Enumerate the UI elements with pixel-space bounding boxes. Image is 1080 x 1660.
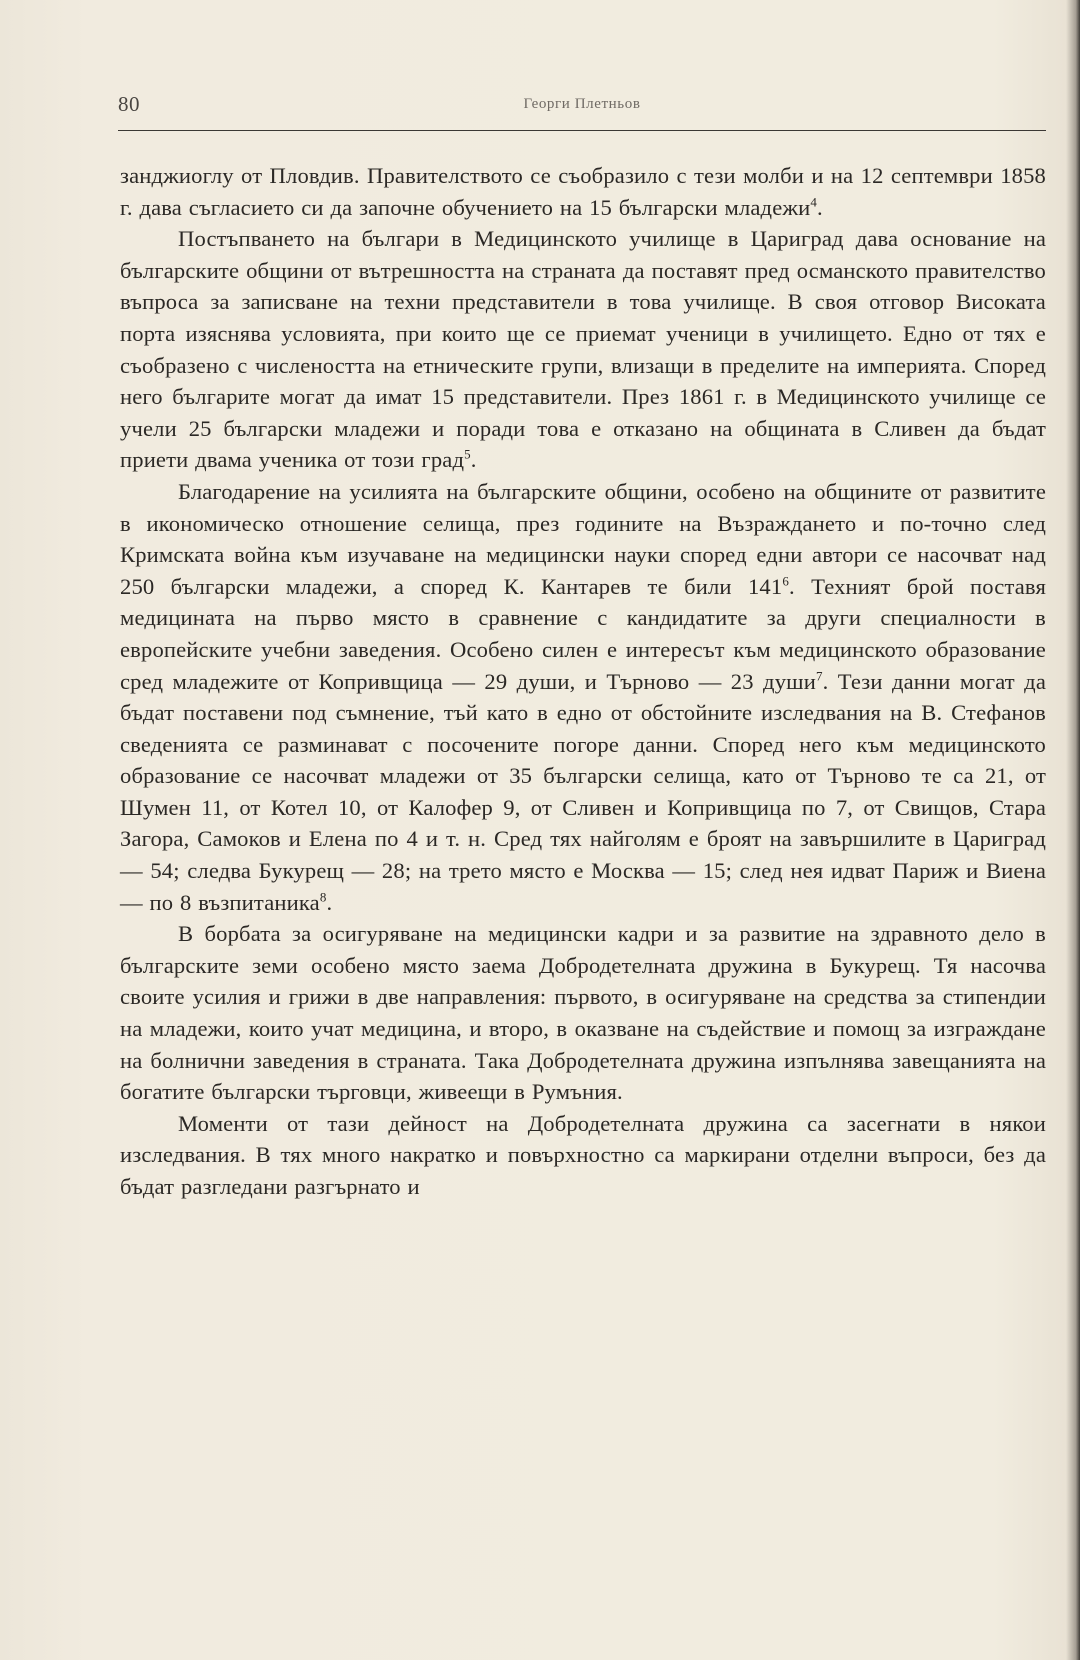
paragraph (120, 476, 1046, 918)
paragraph-text: Благодарение на усилията на българските общини, особено на общините от развитите в икономическо отношение селища, през годините на Възраждането и по-точно след Кримската война към изучаване на медицински науки според едни автори се насочват над 250 български младежи, а според К. Кантарев те били 141 (120, 478, 1046, 599)
paragraph-text: . Тези данни могат да бъдат поставени под съмнение, тъй като в едно от обстойните изследвания на В. Стефанов сведенията се разминават с посочените погоре данни. Според него към медицинското образование се насочват младежи от 35 български селища, като от Търново те са 21, от Шумен 11, от Котел 10, от Калофер 9, от Сливен и Копривщица по 7, от Свищов, Стара Загора, Самоков и Елена по 4 и т. н. Сред тях найголям е броят на завършилите в Цариград — 54; следва Букурещ — 28; на трето място е Москва — 15; след нея идват Париж и Виена — по 8 възпитаника (120, 668, 1046, 915)
footnote-marker: 4 (810, 194, 818, 210)
paragraph-text: В борбата за осигуряване на медицински кадри и за развитие на здравното дело в българските земи особено място заема Добродетелната дружина в Букурещ. Тя насочва своите усилия и грижи в две направления: първото, в осигуряване на средства за стипендии на младежи, които учат медицина, и второ, в оказване на съдействие и помощ за изграждане на болнични заведения в страната. Така Добродетелната дружина изпълнява завещанията на богатите български търговци, живеещи в Румъния. (120, 921, 1046, 1105)
paragraph (120, 160, 1046, 223)
paragraph-text: Постъпването на българи в Медицинското училище в Цариград дава основание на българските общини от вътрешността на страната да поставят пред османското правителство въпроса за записване на техни представители в това училище. В своя отговор Високата порта изяснява условията, при които ще се приемат ученици в училището. Едно от тях е съобразено с числеността на етническите групи, влизащи в пределите на империята. Според него българите могат да имат 15 представители. През 1861 г. в Медицинското училище се учели 25 български младежи и поради това е отказано на общината в Сливен да бъдат приети двама ученика от този град (120, 226, 1046, 473)
paragraph (120, 918, 1046, 1108)
header-rule (118, 130, 1046, 131)
body-text (120, 160, 1046, 1203)
paragraph-text: Моменти от тази дейност на Добродетелната дружина са засегнати в някои изследвания. В тях много накратко и повърхностно са маркирани отделни въпроси, без да бъдат разгледани разгърнато и (120, 1110, 1046, 1199)
paragraph-text: . (817, 194, 823, 220)
paragraph-text: . (470, 447, 477, 473)
page-header (118, 92, 1046, 122)
footnote-marker: 6 (782, 573, 789, 589)
page-number: 80 (118, 92, 140, 116)
paragraph-text: . (326, 889, 333, 915)
paragraph (120, 223, 1046, 476)
running-head: Георги Плетньов (523, 96, 641, 112)
paragraph-text: . Техният брой поставя медицината на първо място в сравнение с кандидатите за други специалности в европейските учебни заведения. Особено силен е интересът към медицинското образование сред младежите от Копривщица — 29 души, и Търново — 23 души (120, 573, 1046, 694)
paragraph-text: занджиоглу от Пловдив. Правителството се съобразило с тези молби и на 12 септември 1858 г. дава съгласието си да започне обучението на 15 български младежи (120, 163, 1046, 220)
page-edge-shadow (1066, 0, 1080, 1660)
paragraph (120, 1108, 1046, 1203)
footnote-marker: 8 (319, 889, 327, 905)
footnote-marker: 5 (464, 446, 471, 462)
footnote-marker: 7 (815, 667, 823, 683)
